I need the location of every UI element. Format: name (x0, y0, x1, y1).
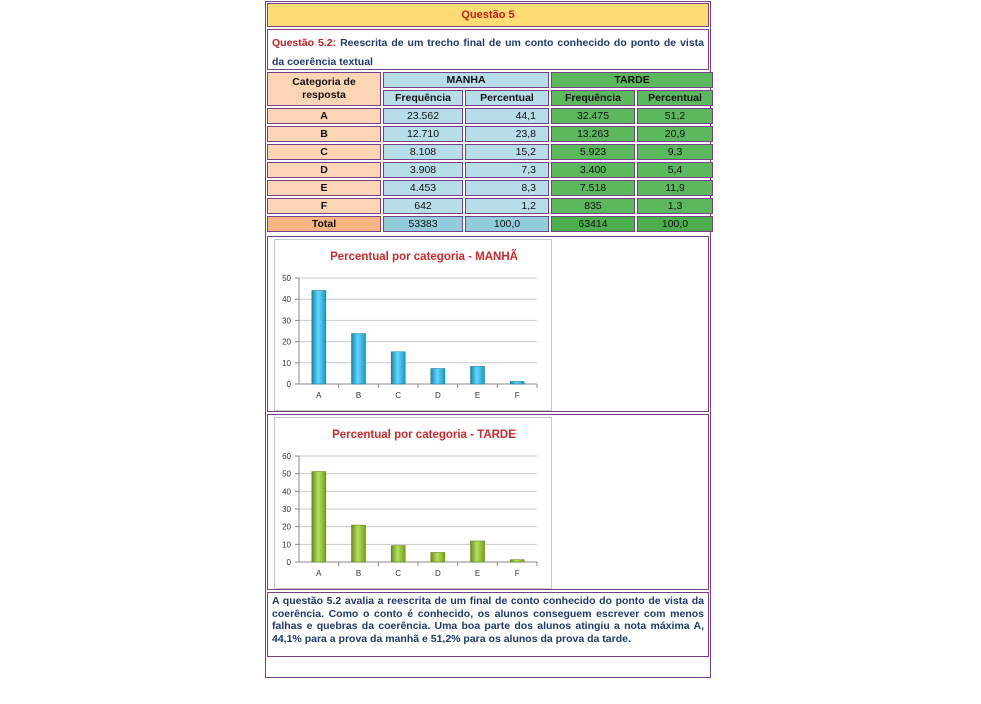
x-tick-label: B (355, 391, 362, 400)
morning-frequency: 23.562 (383, 108, 463, 124)
afternoon-frequency: 32.475 (551, 108, 635, 124)
analysis-text: A questão 5.2 avalia a reescrita de um final de conto conhecido do ponto de vista da coerência. Como o conto é conhecido, os alunos conseguem escrever com menos falhas e quebras da coerência. Uma boa parte dos alunos atingiu a nota máxima A, 44,1% para a prova da manhã e 51,2% para os alunos da prova da tarde. (267, 592, 709, 657)
bar-B (352, 334, 366, 384)
morning-percent: 1,2 (465, 198, 549, 214)
results-table (265, 70, 715, 234)
morning-percent: 15,2 (465, 144, 549, 160)
bar-F (510, 381, 524, 384)
table-row (267, 144, 713, 160)
morning-percent: 7,3 (465, 162, 549, 178)
chart-afternoon-svg (275, 418, 551, 588)
morning-frequency: 4.453 (383, 180, 463, 196)
bar-B (352, 525, 366, 562)
y-tick-label: 20 (282, 522, 291, 532)
x-tick-label: E (474, 569, 481, 578)
row-category: A (267, 108, 381, 124)
afternoon-percent: 9,3 (637, 144, 713, 160)
category-header: Categoria de resposta (267, 72, 381, 106)
afternoon-frequency: 7.518 (551, 180, 635, 196)
prompt-text: Reescrita de um trecho final de um conto conhecido do ponto de vista da coerência textual (272, 37, 704, 68)
bar-F (510, 560, 524, 562)
row-category: D (267, 162, 381, 178)
bar-E (471, 541, 485, 562)
morning-frequency-total: 53383 (383, 216, 463, 232)
morning-frequency: 3.908 (383, 162, 463, 178)
y-tick-label: 40 (282, 295, 291, 305)
chart-title: Percentual por categoria - TARDE (332, 429, 516, 441)
chart-morning-svg (275, 240, 551, 410)
table-total-row (267, 216, 713, 232)
y-tick-label: 30 (282, 505, 291, 514)
col-header-morning-frequency: Frequência (383, 90, 463, 106)
col-header-afternoon-percent: Percentual (637, 90, 713, 106)
row-category: C (267, 144, 381, 160)
y-tick-label: 40 (282, 487, 291, 497)
bar-C (391, 352, 405, 384)
afternoon-percent: 51,2 (637, 108, 713, 124)
prompt-label: Questão 5.2: (272, 37, 337, 49)
afternoon-percent: 11,9 (637, 180, 713, 196)
afternoon-percent: 20,9 (637, 126, 713, 142)
chart-afternoon (274, 417, 552, 589)
y-tick-label: 20 (282, 337, 291, 347)
afternoon-frequency: 835 (551, 198, 635, 214)
bar-A (312, 291, 326, 384)
row-category: B (267, 126, 381, 142)
y-tick-label: 10 (282, 540, 291, 550)
y-tick-label: 30 (282, 316, 291, 326)
bar-E (471, 366, 485, 384)
table-row (267, 162, 713, 178)
row-category: E (267, 180, 381, 196)
x-tick-label: C (395, 569, 402, 578)
chart-morning (274, 239, 552, 411)
question-page (265, 1, 711, 678)
col-header-morning-percent: Percentual (465, 90, 549, 106)
afternoon-frequency: 3.400 (551, 162, 635, 178)
group-header-afternoon: TARDE (551, 72, 713, 88)
total-label: Total (267, 216, 381, 232)
bar-A (312, 472, 326, 562)
afternoon-percent: 5,4 (637, 162, 713, 178)
table-row (267, 180, 713, 196)
bar-D (431, 552, 445, 562)
afternoon-frequency-total: 63414 (551, 216, 635, 232)
morning-frequency: 642 (383, 198, 463, 214)
y-tick-label: 50 (282, 274, 291, 283)
x-tick-label: F (514, 391, 520, 400)
col-header-afternoon-frequency: Frequência (551, 90, 635, 106)
table-row (267, 126, 713, 142)
afternoon-frequency: 13.263 (551, 126, 635, 142)
chart-title: Percentual por categoria - MANHÃ (330, 251, 518, 263)
morning-percent-total: 100,0 (465, 216, 549, 232)
morning-frequency: 8.108 (383, 144, 463, 160)
question-prompt (267, 29, 709, 70)
x-tick-label: A (316, 391, 322, 400)
group-header-morning: MANHA (383, 72, 549, 88)
question-title: Questão 5 (267, 3, 709, 27)
chart-afternoon-section (267, 414, 709, 590)
bar-D (431, 369, 445, 384)
afternoon-percent: 1,3 (637, 198, 713, 214)
table-row (267, 198, 713, 214)
x-tick-label: A (316, 569, 322, 578)
morning-frequency: 12.710 (383, 126, 463, 142)
y-tick-label: 0 (286, 558, 291, 567)
morning-percent: 44,1 (465, 108, 549, 124)
x-tick-label: C (395, 391, 402, 400)
y-tick-label: 10 (282, 358, 291, 368)
morning-percent: 8,3 (465, 180, 549, 196)
table-row (267, 108, 713, 124)
x-tick-label: D (434, 569, 441, 578)
bar-C (391, 546, 405, 562)
x-tick-label: D (434, 391, 441, 400)
morning-percent: 23,8 (465, 126, 549, 142)
y-tick-label: 60 (282, 452, 291, 461)
afternoon-percent-total: 100,0 (637, 216, 713, 232)
y-tick-label: 0 (286, 380, 291, 389)
afternoon-frequency: 5.923 (551, 144, 635, 160)
row-category: F (267, 198, 381, 214)
x-tick-label: B (355, 569, 362, 578)
chart-morning-section (267, 236, 709, 412)
x-tick-label: F (514, 569, 520, 578)
x-tick-label: E (474, 391, 481, 400)
y-tick-label: 50 (282, 469, 291, 479)
